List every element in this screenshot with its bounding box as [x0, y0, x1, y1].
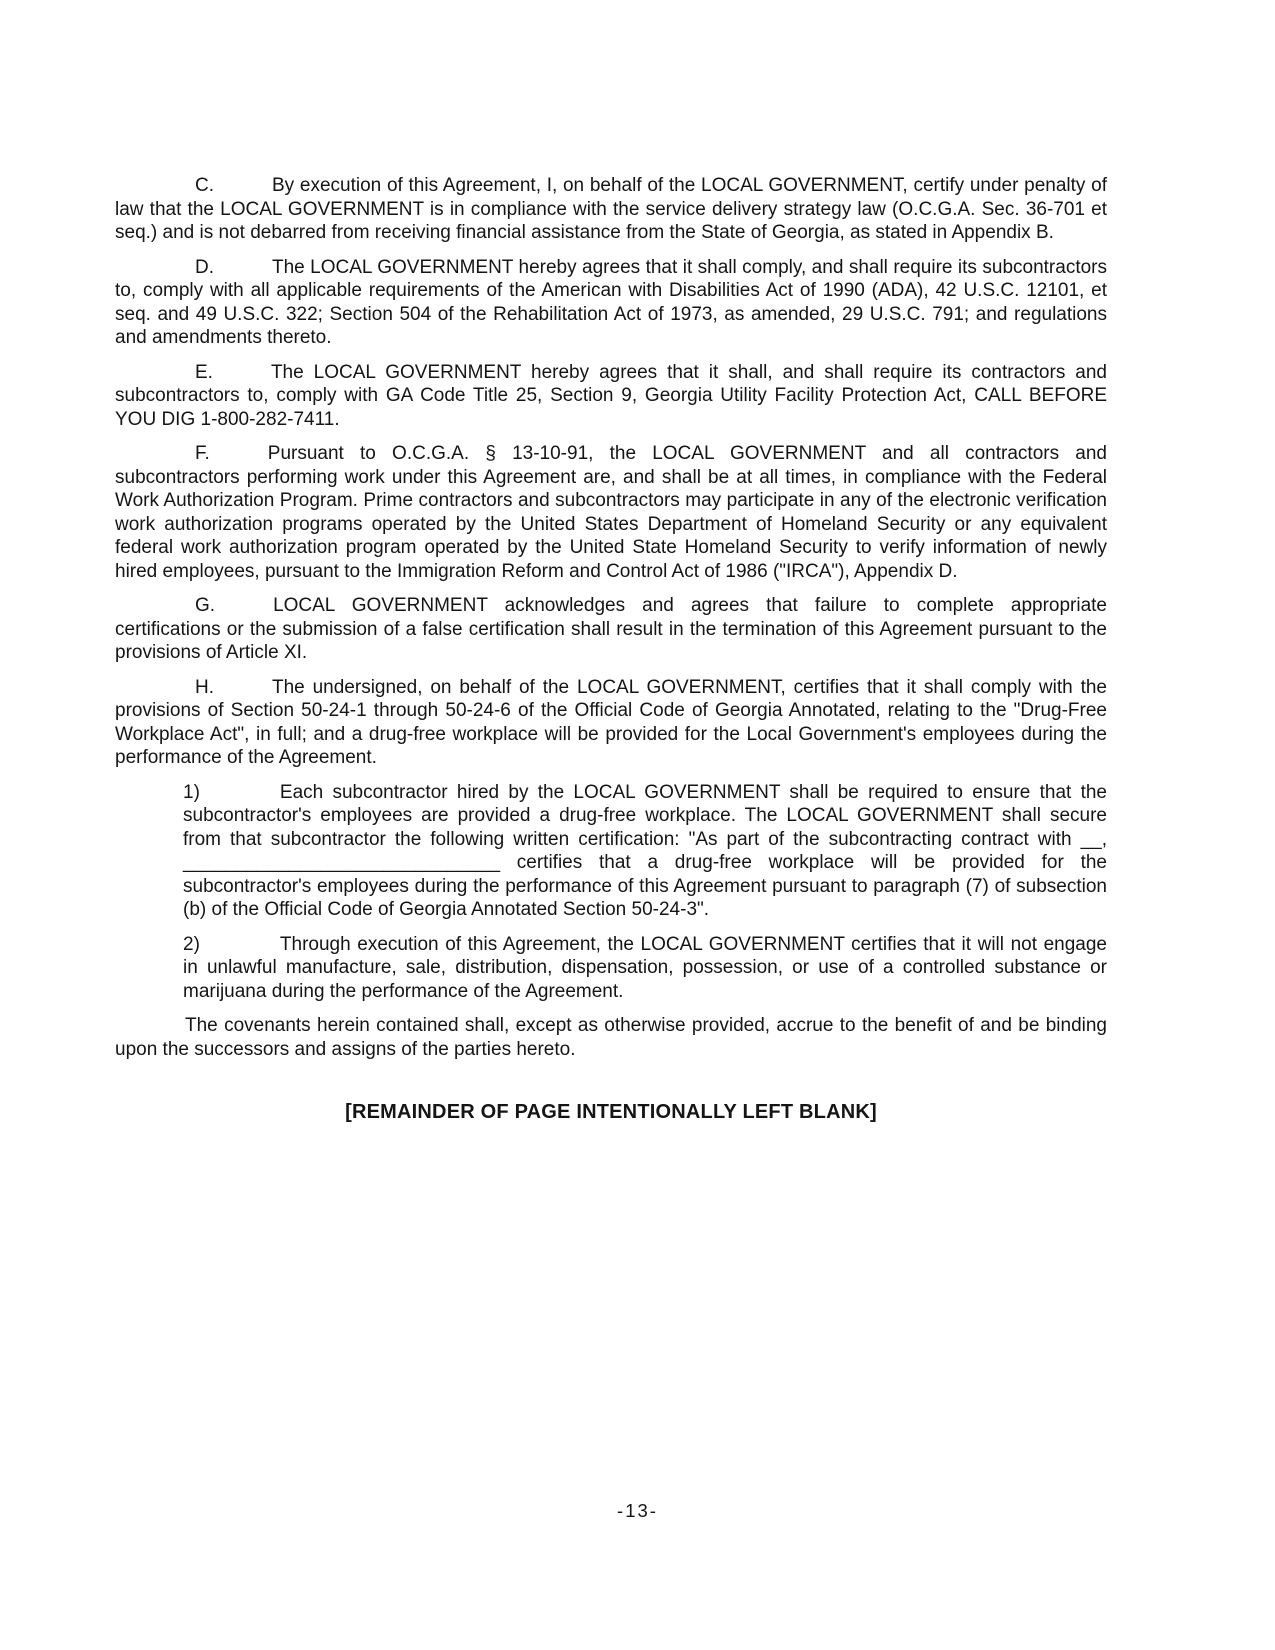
paragraph-d — [115, 256, 1107, 350]
closing-paragraph-text: The covenants herein contained shall, except as otherwise provided, accrue to the benefit of and be binding upon the successors and assigns of the parties hereto. — [115, 1015, 1107, 1060]
subitem-2-label: 2) — [183, 933, 200, 955]
paragraph-g-label: G. — [195, 595, 216, 616]
paragraph-f-label: F. — [195, 443, 210, 464]
paragraph-h-text: The undersigned, on behalf of the LOCAL GOVERNMENT, certifies that it shall comply with the provisions of Section 50-24-1 through 50-24-6 of the Official Code of Georgia Annotated, relating to the "Drug-Free Workplace Act", in full; and a drug-free workplace will be provided for the Local Government's employees during the performance of the Agreement. — [115, 676, 1107, 768]
paragraph-h — [115, 676, 1107, 770]
subitem-1 — [183, 781, 1107, 922]
document-body — [115, 174, 1107, 1145]
subitem-2 — [183, 933, 1107, 1004]
paragraph-d-label: D. — [195, 256, 214, 278]
paragraph-c — [115, 174, 1107, 245]
paragraph-d-text: The LOCAL GOVERNMENT hereby agrees that it shall comply, and shall require its subcontractors to, comply with all applicable requirements of the American with Disabilities Act of 1990 (ADA), 42 U.S.C. 12101, et seq. and 49 U.S.C. 322; Section 504 of the Rehabilitation Act of 1973, as amended, 29 U.S.C. 791; and regulations and amendments thereto. — [115, 256, 1107, 348]
subitem-2-text: Through execution of this Agreement, the LOCAL GOVERNMENT certifies that it will not engage in unlawful manufacture, sale, distribution, dispensation, possession, or use of a controlled substance or marijuana during the performance of the Agreement. — [183, 933, 1107, 1002]
paragraph-h-label: H. — [195, 676, 214, 698]
paragraph-g — [115, 594, 1107, 665]
paragraph-f-text: Pursuant to O.C.G.A. § 13-10-91, the LOCAL GOVERNMENT and all contractors and subcontractors performing work under this Agreement are, and shall be at all times, in compliance with the Federal Work Authorization Program. Prime contractors and subcontractors may participate in any of the electronic verification work authorization programs operated by the United States Department of Homeland Security or any equivalent federal work authorization program operated by the United State Homeland Security to verify information of newly hired employees, pursuant to the Immigration Reform and Control Act of 1986 ("IRCA"), Appendix D. — [115, 443, 1107, 582]
closing-paragraph — [115, 1014, 1107, 1061]
subitem-1-text: Each subcontractor hired by the LOCAL GOVERNMENT shall be required to ensure that the subcontractor's employees are provided a drug-free workplace. The LOCAL GOVERNMENT shall secure from that subcontractor the following written certification: "As part of the subcontracting contract with __, ______________________________ certifies that a drug-free workplace will be provided for the subcontractor's employees during the performance of this Agreement pursuant to paragraph (7) of subsection (b) of the Official Code of Georgia Annotated Section 50-24-3". — [183, 781, 1107, 920]
subitem-1-label: 1) — [183, 781, 200, 803]
paragraph-e — [115, 361, 1107, 432]
paragraph-e-label: E. — [195, 361, 213, 383]
remainder-notice: [REMAINDER OF PAGE INTENTIONALLY LEFT BLANK] — [345, 1101, 877, 1123]
paragraph-f — [115, 442, 1107, 583]
paragraph-c-label: C. — [195, 175, 214, 196]
paragraph-g-text: LOCAL GOVERNMENT acknowledges and agrees that failure to complete appropriate certifications or the submission of a false certification shall result in the termination of this Agreement pursuant to the provisions of Article XI. — [115, 595, 1107, 663]
page-number: -13- — [617, 1500, 658, 1521]
paragraph-c-text: By execution of this Agreement, I, on behalf of the LOCAL GOVERNMENT, certify under penalty of law that the LOCAL GOVERNMENT is in compliance with the service delivery strategy law (O.C.G.A. Sec. 36-701 et seq.) and is not debarred from receiving financial assistance from the State of Georgia, as stated in Appendix B. — [115, 175, 1107, 243]
paragraph-e-text: The LOCAL GOVERNMENT hereby agrees that it shall, and shall require its contractors and subcontractors to, comply with GA Code Title 25, Section 9, Georgia Utility Facility Protection Act, CALL BEFORE YOU DIG 1-800-282-7411. — [115, 361, 1107, 430]
